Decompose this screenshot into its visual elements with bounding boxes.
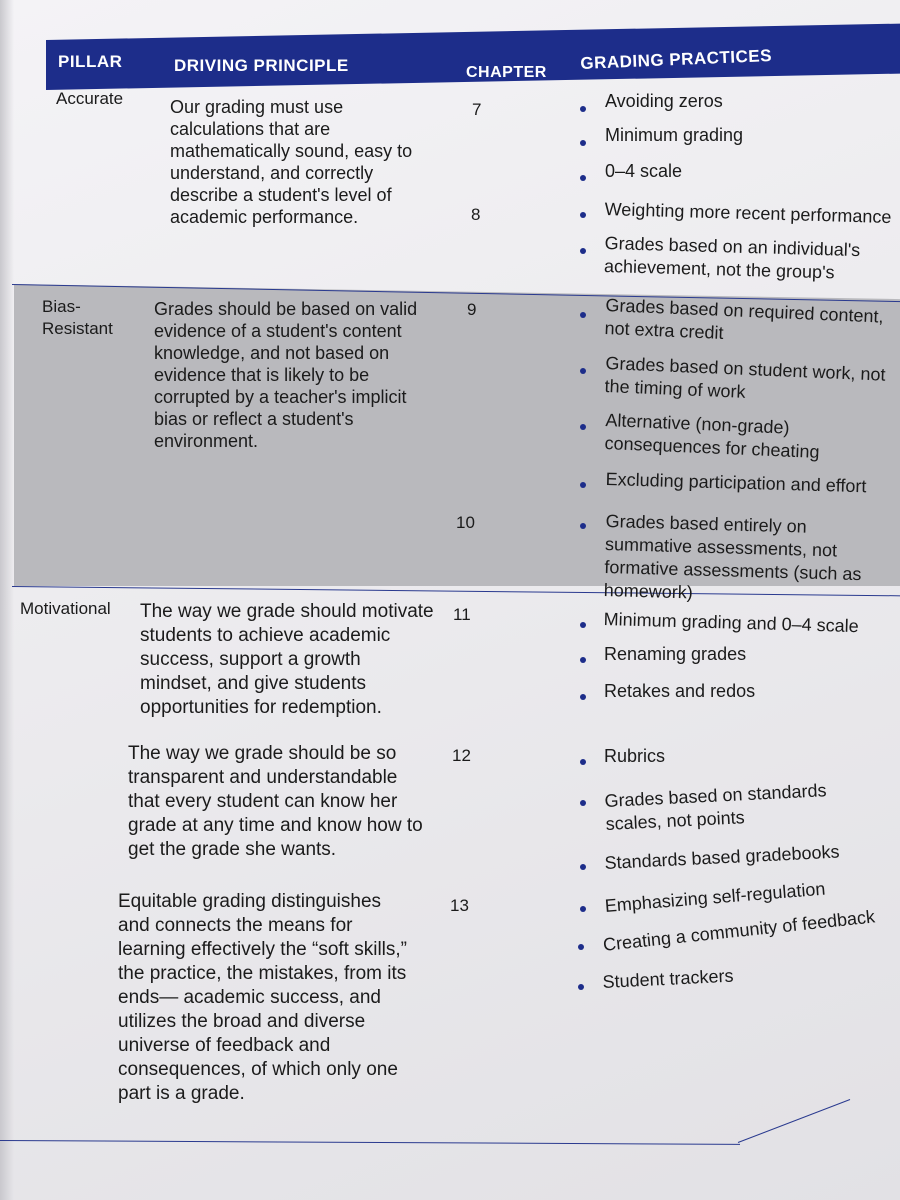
bullet-icon bbox=[580, 106, 586, 112]
driving-principle-text: Grades should be based on valid evidence of a student's content knowledge, and not based on evidence that is likely to be corrupted by a teacher's implicit bias or reflect a student's environment. bbox=[154, 299, 418, 451]
practice-item: Avoiding zeros bbox=[605, 91, 723, 111]
chapter-number: 8 bbox=[471, 205, 481, 224]
practice-item: Grades based on standards scales, not points bbox=[604, 780, 827, 834]
pillar-accurate: Accurate bbox=[56, 89, 124, 108]
bullet-icon bbox=[580, 694, 586, 700]
bullet-icon bbox=[580, 800, 586, 806]
pillar-line: Bias- bbox=[42, 297, 81, 316]
practice-item: Grades based on required content, not extra credit bbox=[604, 294, 884, 343]
practice-item: Minimum grading bbox=[605, 125, 744, 145]
bullet-icon bbox=[580, 523, 586, 529]
practice-item: Minimum grading and 0–4 scale bbox=[603, 608, 860, 637]
driving-principle-text: The way we grade should motivate students to achieve academic success, support a growth mindset, and give students opportunities for redemption. bbox=[140, 601, 434, 718]
bullet-icon bbox=[580, 657, 586, 663]
header-pillar: PILLAR bbox=[58, 52, 123, 71]
bullet-icon bbox=[578, 944, 584, 950]
bullet-icon bbox=[580, 482, 586, 488]
header-grading-practices: GRADING PRACTICES bbox=[580, 45, 773, 73]
practice-item: Grades based on student work, not the timing of work bbox=[604, 352, 886, 402]
practice-item: Retakes and redos bbox=[604, 681, 756, 701]
practice-item: Rubrics bbox=[604, 746, 666, 766]
practice-item: Excluding participation and effort bbox=[605, 468, 867, 497]
bullet-icon bbox=[580, 312, 586, 318]
practice-item: Emphasizing self-regulation bbox=[604, 878, 827, 916]
practice-item: Weighting more recent performance bbox=[604, 198, 892, 228]
pillar-motivational: Motivational bbox=[20, 599, 111, 618]
chapter-number: 7 bbox=[472, 100, 482, 119]
bullet-icon bbox=[580, 175, 586, 181]
bullet-icon bbox=[580, 622, 586, 628]
bullet-icon bbox=[580, 424, 586, 430]
bullet-icon bbox=[580, 140, 586, 146]
driving-principle-text: Equitable grading distinguishes and connects the means for learning effectively the “soft skills,” the practice, the mistakes, from its ends— academic success, and utilizes the broad and diverse universe of feedback and consequences, of which only one part is a grade. bbox=[118, 891, 407, 1104]
bullet-icon bbox=[580, 248, 586, 254]
header-driving-principle: DRIVING PRINCIPLE bbox=[174, 56, 349, 75]
practice-item: 0–4 scale bbox=[605, 161, 683, 181]
practice-item: Student trackers bbox=[602, 965, 734, 992]
practice-item: Creating a community of feedback bbox=[602, 906, 876, 955]
bullet-icon bbox=[580, 212, 586, 218]
driving-principle-text: Our grading must use calculations that are mathematically sound, easy to understand, and correctly describe a student's level of academic performance. bbox=[170, 97, 413, 227]
chapter-number: 11 bbox=[453, 605, 471, 624]
bullet-icon bbox=[580, 759, 586, 765]
page-gutter-shadow bbox=[0, 0, 14, 1200]
bullet-icon bbox=[580, 368, 586, 374]
pillar-line: Resistant bbox=[42, 319, 113, 338]
chapter-number: 9 bbox=[467, 300, 477, 319]
practice-item: Renaming grades bbox=[604, 644, 747, 664]
row-divider bbox=[0, 1140, 740, 1145]
driving-principle-text: The way we grade should be so transparent and understandable that every student can know her grade at any time and know how to get the grade she wants. bbox=[128, 743, 423, 860]
bullet-icon bbox=[580, 864, 586, 870]
chapter-number: 13 bbox=[450, 896, 469, 915]
chapter-number: 10 bbox=[456, 513, 475, 532]
practice-item: Standards based gradebooks bbox=[604, 841, 840, 873]
chapter-number: 12 bbox=[452, 746, 471, 765]
header-chapter: CHAPTER bbox=[466, 64, 547, 81]
row-divider bbox=[738, 1099, 850, 1143]
bullet-icon bbox=[580, 906, 586, 912]
bullet-icon bbox=[578, 984, 584, 990]
pillar-bias-resistant bbox=[42, 296, 113, 340]
practice-item: Alternative (non-grade) consequences for cheating bbox=[604, 409, 820, 462]
practice-item: Grades based on an individual's achievement, not the group's bbox=[603, 232, 861, 283]
practice-item: Grades based entirely on summative assessments, not formative assessments (such as homework) bbox=[603, 510, 862, 603]
